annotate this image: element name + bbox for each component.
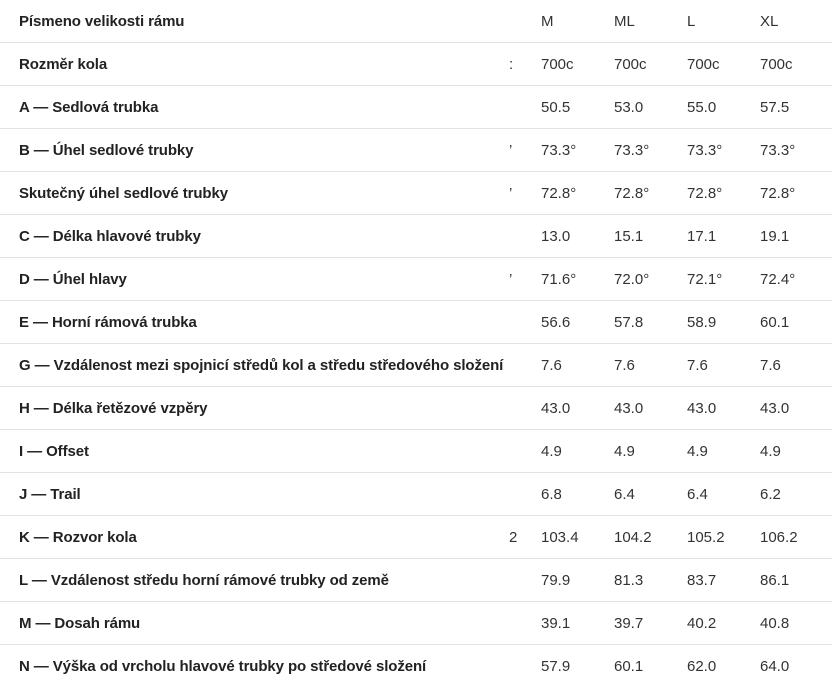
- value-xl: 43.0: [760, 387, 832, 430]
- value-m: 4.9: [541, 430, 614, 473]
- row-label: I — Offset: [0, 430, 509, 473]
- table-row: [0, 602, 832, 645]
- header-label: Písmeno velikosti rámu: [0, 0, 509, 43]
- value-l: 58.9: [687, 301, 760, 344]
- row-stub: ’: [509, 172, 541, 215]
- value-xl: 6.2: [760, 473, 832, 516]
- row-label: Rozměr kola: [0, 43, 509, 86]
- value-xl: 73.3°: [760, 129, 832, 172]
- value-l: 40.2: [687, 602, 760, 645]
- value-m: 72.8°: [541, 172, 614, 215]
- value-l: 72.8°: [687, 172, 760, 215]
- value-xl: 86.1: [760, 559, 832, 602]
- value-ml: 57.8: [614, 301, 687, 344]
- row-stub: [509, 215, 541, 258]
- row-stub: [509, 344, 541, 387]
- value-xl: 19.1: [760, 215, 832, 258]
- value-l: 700c: [687, 43, 760, 86]
- table-row: [0, 86, 832, 129]
- value-ml: 4.9: [614, 430, 687, 473]
- row-stub: ’: [509, 129, 541, 172]
- row-stub: ’: [509, 258, 541, 301]
- table-row: [0, 43, 832, 86]
- value-ml: 53.0: [614, 86, 687, 129]
- value-l: 17.1: [687, 215, 760, 258]
- row-label: J — Trail: [0, 473, 509, 516]
- value-l: 62.0: [687, 645, 760, 687]
- row-stub: :: [509, 43, 541, 86]
- row-stub: [509, 602, 541, 645]
- row-stub: 2: [509, 516, 541, 559]
- table-row: [0, 559, 832, 602]
- value-xl: 106.2: [760, 516, 832, 559]
- table-row: [0, 215, 832, 258]
- row-label: B — Úhel sedlové trubky: [0, 129, 509, 172]
- row-label: E — Horní rámová trubka: [0, 301, 509, 344]
- value-ml: 43.0: [614, 387, 687, 430]
- value-xl: 57.5: [760, 86, 832, 129]
- value-m: 7.6: [541, 344, 614, 387]
- table-row: [0, 129, 832, 172]
- value-ml: 72.8°: [614, 172, 687, 215]
- value-xl: 40.8: [760, 602, 832, 645]
- row-label: Skutečný úhel sedlové trubky: [0, 172, 509, 215]
- row-label: L — Vzdálenost středu horní rámové trubky od země: [0, 559, 509, 602]
- value-l: 55.0: [687, 86, 760, 129]
- table-row: [0, 344, 832, 387]
- table-row: [0, 301, 832, 344]
- value-l: 105.2: [687, 516, 760, 559]
- row-label: K — Rozvor kola: [0, 516, 509, 559]
- row-label: H — Délka řetězové vzpěry: [0, 387, 509, 430]
- table-header-row: [0, 0, 832, 43]
- value-xl: 64.0: [760, 645, 832, 687]
- value-ml: 15.1: [614, 215, 687, 258]
- value-m: 73.3°: [541, 129, 614, 172]
- value-xl: 7.6: [760, 344, 832, 387]
- value-m: 700c: [541, 43, 614, 86]
- header-size-ml: ML: [614, 0, 687, 43]
- value-m: 39.1: [541, 602, 614, 645]
- row-label: A — Sedlová trubka: [0, 86, 509, 129]
- value-xl: 72.8°: [760, 172, 832, 215]
- table-row: [0, 172, 832, 215]
- value-l: 6.4: [687, 473, 760, 516]
- row-stub: [509, 473, 541, 516]
- row-label: N — Výška od vrcholu hlavové trubky po středové složení: [0, 645, 509, 687]
- value-m: 13.0: [541, 215, 614, 258]
- value-ml: 73.3°: [614, 129, 687, 172]
- value-l: 83.7: [687, 559, 760, 602]
- value-m: 56.6: [541, 301, 614, 344]
- value-l: 4.9: [687, 430, 760, 473]
- header-size-l: L: [687, 0, 760, 43]
- value-m: 43.0: [541, 387, 614, 430]
- value-xl: 4.9: [760, 430, 832, 473]
- value-m: 79.9: [541, 559, 614, 602]
- header-size-xl: XL: [760, 0, 832, 43]
- row-label: D — Úhel hlavy: [0, 258, 509, 301]
- table-row: [0, 516, 832, 559]
- header-size-m: M: [541, 0, 614, 43]
- row-stub: [509, 645, 541, 687]
- table-row: [0, 645, 832, 687]
- value-l: 7.6: [687, 344, 760, 387]
- value-l: 73.3°: [687, 129, 760, 172]
- value-ml: 6.4: [614, 473, 687, 516]
- value-l: 43.0: [687, 387, 760, 430]
- value-m: 71.6°: [541, 258, 614, 301]
- value-xl: 72.4°: [760, 258, 832, 301]
- row-label: M — Dosah rámu: [0, 602, 509, 645]
- row-stub: [509, 387, 541, 430]
- value-ml: 60.1: [614, 645, 687, 687]
- row-label: C — Délka hlavové trubky: [0, 215, 509, 258]
- table-row: [0, 387, 832, 430]
- value-ml: 700c: [614, 43, 687, 86]
- table-row: [0, 473, 832, 516]
- value-m: 103.4: [541, 516, 614, 559]
- value-l: 72.1°: [687, 258, 760, 301]
- value-ml: 72.0°: [614, 258, 687, 301]
- row-stub: [509, 430, 541, 473]
- value-ml: 104.2: [614, 516, 687, 559]
- value-m: 57.9: [541, 645, 614, 687]
- value-m: 6.8: [541, 473, 614, 516]
- row-stub: [509, 86, 541, 129]
- row-label: G — Vzdálenost mezi spojnicí středů kol a středu středového složení: [0, 344, 509, 387]
- value-ml: 7.6: [614, 344, 687, 387]
- table-row: [0, 430, 832, 473]
- header-stub: [509, 0, 541, 43]
- value-xl: 60.1: [760, 301, 832, 344]
- value-xl: 700c: [760, 43, 832, 86]
- table-row: [0, 258, 832, 301]
- value-m: 50.5: [541, 86, 614, 129]
- value-ml: 39.7: [614, 602, 687, 645]
- row-stub: [509, 301, 541, 344]
- row-stub: [509, 559, 541, 602]
- value-ml: 81.3: [614, 559, 687, 602]
